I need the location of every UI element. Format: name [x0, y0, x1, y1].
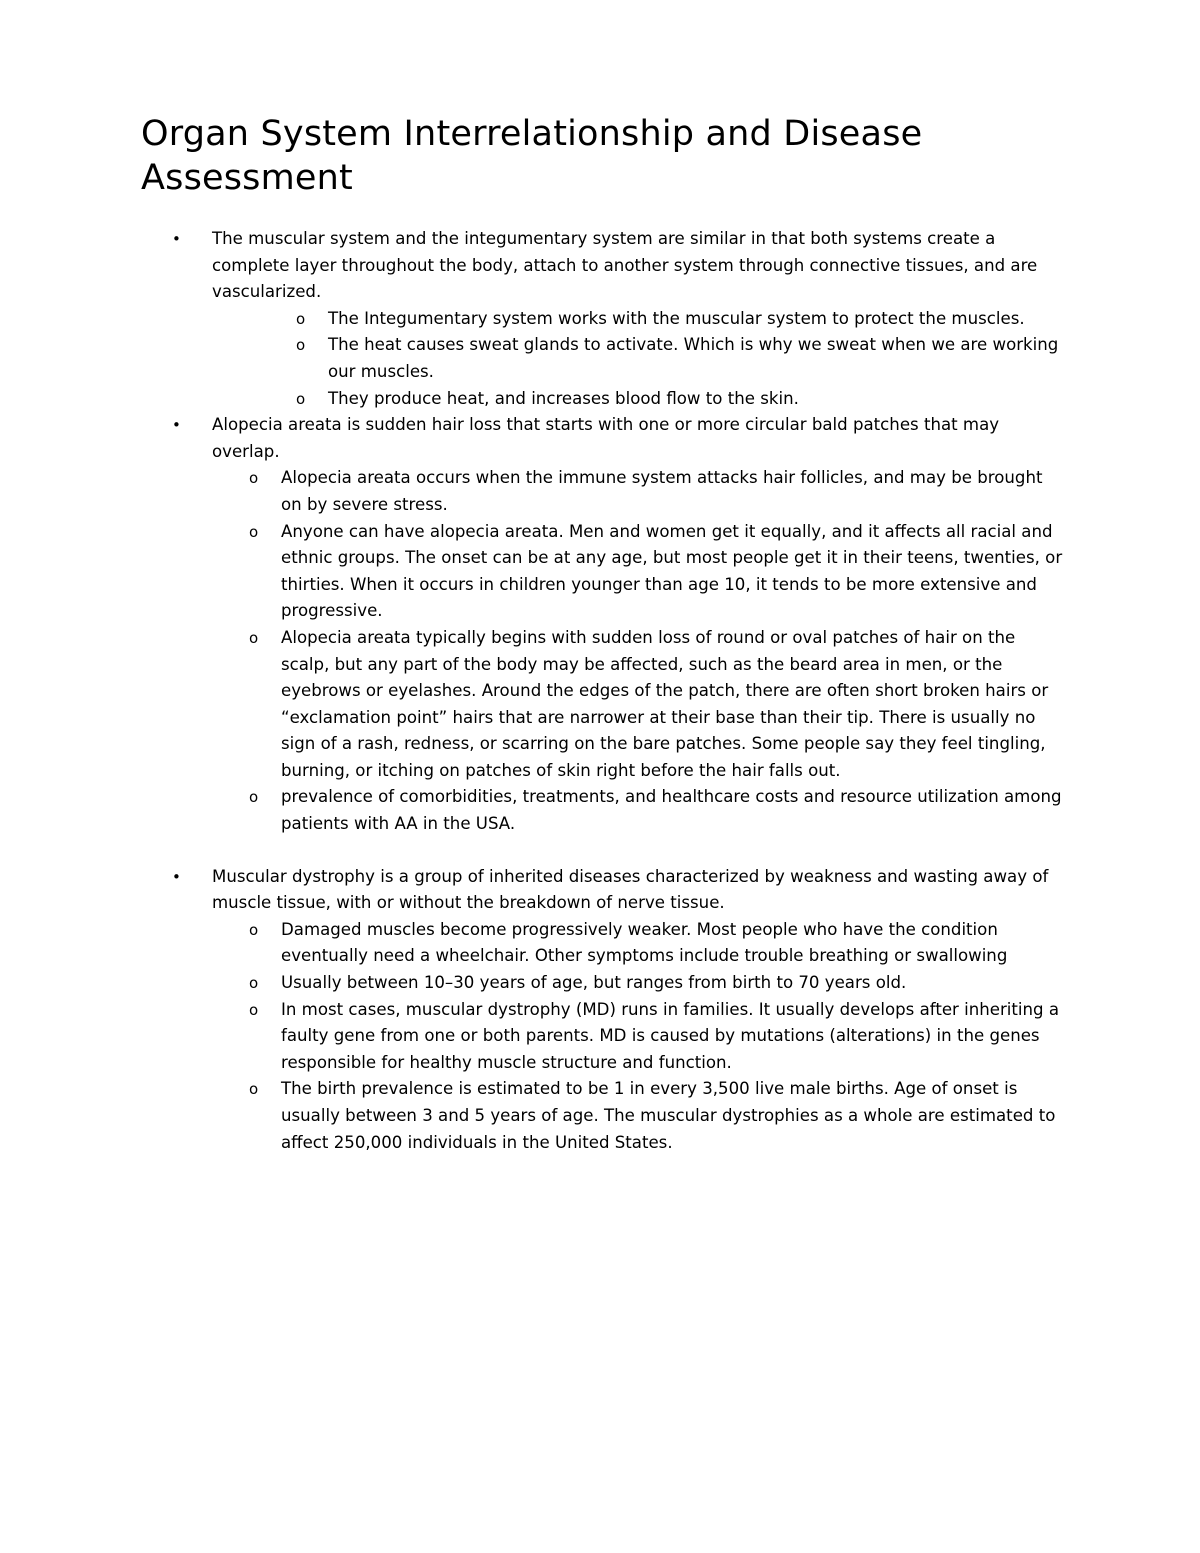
sub-bullet-text: The heat causes sweat glands to activate. Which is why we sweat when we are working our muscles.: [328, 335, 1059, 381]
document-body: [0, 226, 1200, 1156]
sub-bullet-item: [249, 1076, 1063, 1156]
sub-bullet-marker: o: [249, 469, 259, 488]
sub-bullet-text: The Integumentary system works with the muscular system to protect the muscles.: [328, 308, 1025, 328]
bullet-text: Alopecia areata is sudden hair loss that starts with one or more circular bald patches that may overlap.: [212, 415, 1000, 461]
sub-bullet-text: They produce heat, and increases blood flow to the skin.: [328, 388, 799, 408]
bullet-marker: •: [172, 416, 181, 435]
sub-bullet-item: [296, 306, 1068, 333]
sub-bullet-marker: o: [249, 1080, 259, 1099]
sub-bullet-text: Usually between 10–30 years of age, but ranges from birth to 70 years old.: [281, 973, 907, 993]
sub-bullet-item: [249, 917, 1063, 970]
sub-bullet-item: [249, 970, 1063, 997]
sub-bullet-marker: o: [249, 522, 259, 541]
sub-bullet-text: Damaged muscles become progressively weaker. Most people who have the condition eventually need a wheelchair. Other symptoms include trouble breathing or swallowing: [281, 919, 1008, 966]
sub-bullet-text: Anyone can have alopecia areata. Men and women get it equally, and it affects all racial and ethnic groups. The onset can be at any age, but most people get it in their teens, twenties, or thirties. When it occurs in children younger than age 10, it tends to be more extensive and progressive.: [281, 521, 1063, 621]
bullet-text: The muscular system and the integumentary system are similar in that both systems create a complete layer throughout the body, attach to another system through connective tissues, and are vascularized.: [212, 229, 1038, 302]
sub-bullet-marker: o: [296, 336, 306, 355]
sub-bullet-text: Alopecia areata typically begins with sudden loss of round or oval patches of hair on the scalp, but any part of the body may be affected, such as the beard area in men, or the eyebrows or eyelashes. Around the edges of the patch, there are often short broken hairs or “exclamation point” hairs that are narrower at their base than their tip. There is usually no sign of a rash, redness, or scarring on the bare patches. Some people say they feel tingling, burning, or itching on patches of skin right before the hair falls out.: [281, 627, 1049, 780]
sub-bullet-marker: o: [296, 389, 306, 408]
sub-bullet-item: [249, 997, 1063, 1077]
sub-bullet-text: The birth prevalence is estimated to be 1 in every 3,500 live male births. Age of onset is usually between 3 and 5 years of age. The muscular dystrophies as a whole are estimated to affect 250,000 individuals in the United States.: [281, 1079, 1056, 1152]
sub-bullet-text: prevalence of comorbidities, treatments, and healthcare costs and resource utilization among patients with AA in the USA.: [281, 787, 1062, 834]
sub-bullet-text: In most cases, muscular dystrophy (MD) runs in families. It usually develops after inheriting a faulty gene from one or both parents. MD is caused by mutations (alterations) in the genes responsible for healthy muscle structure and function.: [281, 999, 1060, 1072]
bullet-marker: •: [172, 230, 181, 248]
sub-bullet-marker: o: [296, 309, 306, 328]
bullet-text: Muscular dystrophy is a group of inherited diseases characterized by weakness and wasting away of muscle tissue, with or without the breakdown of nerve tissue.: [212, 866, 1049, 913]
bullet-marker: •: [172, 867, 181, 886]
sub-bullet-item: [249, 519, 1063, 625]
sub-bullet-item: [296, 386, 1068, 413]
sub-bullet-text: Alopecia areata occurs when the immune system attacks hair follicles, and may be brought on by severe stress.: [281, 468, 1043, 514]
document-title: Organ System Interrelationship and Disease Assessment: [141, 114, 923, 198]
sub-bullet-item: [249, 784, 1063, 837]
bullet-item: [172, 226, 1057, 306]
paragraph-spacer: [0, 838, 1200, 864]
sub-bullet-marker: o: [249, 1000, 259, 1019]
bullet-item: [172, 864, 1057, 917]
bullet-item: [172, 412, 1057, 465]
sub-bullet-item: [249, 465, 1063, 518]
sub-bullet-marker: o: [249, 788, 259, 807]
sub-bullet-marker: o: [249, 628, 259, 647]
sub-bullet-marker: o: [249, 974, 259, 993]
sub-bullet-marker: o: [249, 920, 259, 939]
sub-bullet-item: [249, 625, 1063, 785]
sub-bullet-item: [296, 332, 1068, 385]
